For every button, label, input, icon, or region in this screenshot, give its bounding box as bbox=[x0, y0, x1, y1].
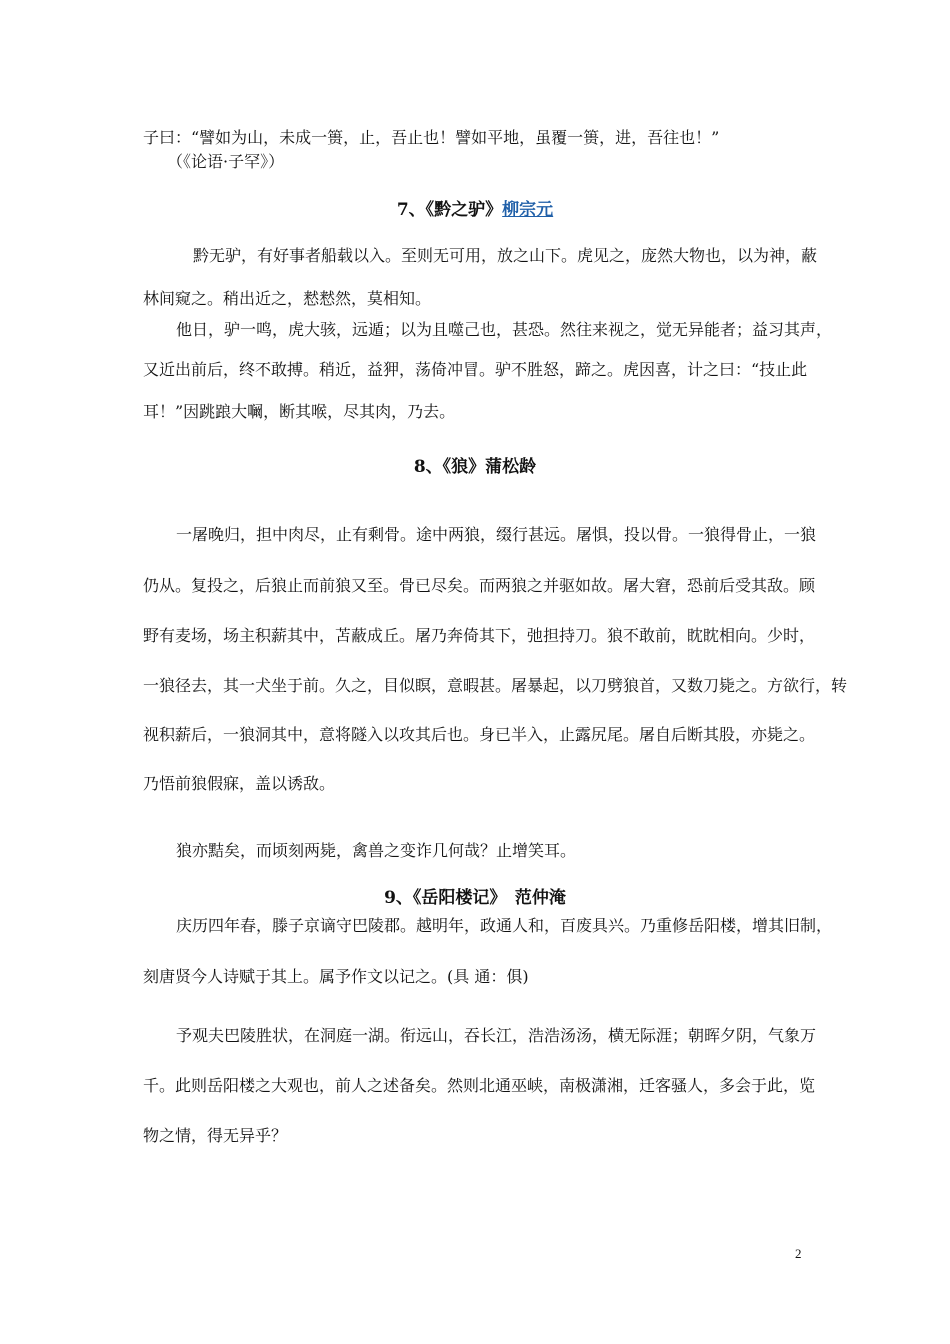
paragraph-line: 耳！”因跳踉大㘎，断其喉，尽其肉，乃去。 bbox=[143, 402, 456, 421]
paragraph-line: 刻唐贤今人诗赋于其上。属予作文以记之。(具 通：俱) bbox=[143, 967, 529, 986]
paragraph-line: 庆历四年春，滕子京谪守巴陵郡。越明年，政通人和，百废具兴。乃重修岳阳楼，增其旧制， bbox=[176, 916, 833, 935]
paragraph-line: 狼亦黠矣，而顷刻两毙，禽兽之变诈几何哉？止增笑耳。 bbox=[176, 841, 577, 860]
section-7-title: 7、《黔之驴》 bbox=[396, 200, 503, 220]
paragraph-line: 黔无驴，有好事者船载以入。至则无可用，放之山下。虎见之，庞然大物也，以为神，蔽 bbox=[193, 246, 818, 265]
paragraph-line: 又近出前后，终不敢搏。稍近，益狎，荡倚冲冒。驴不胜怒，蹄之。虎因喜，计之曰：“技止此 bbox=[143, 360, 808, 379]
analects-source: （《论语·子罕》） bbox=[167, 152, 285, 171]
analects-quote: 子曰：“譬如为山，未成一篑，止，吾止也！譬如平地，虽覆一篑，进，吾往也！” bbox=[143, 128, 720, 147]
paragraph-line: 视积薪后，一狼洞其中，意将隧入以攻其后也。身已半入，止露尻尾。屠自后断其股，亦毙之。 bbox=[143, 725, 816, 744]
paragraph-line: 物之情，得无异乎？ bbox=[143, 1126, 288, 1145]
paragraph-line: 一屠晚归，担中肉尽，止有剩骨。途中两狼，缀行甚远。屠惧，投以骨。一狼得骨止，一狼 bbox=[176, 525, 817, 544]
author-link-liu-zongyuan[interactable]: 柳宗元 bbox=[502, 200, 554, 220]
paragraph-line: 林间窥之。稍出近之，慭慭然，莫相知。 bbox=[143, 289, 432, 308]
page-number: 2 bbox=[795, 1246, 802, 1261]
paragraph-line: 千。此则岳阳楼之大观也，前人之述备矣。然则北通巫峡，南极潇湘，迁客骚人，多会于此，览 bbox=[143, 1076, 816, 1095]
paragraph-line: 野有麦场，场主积薪其中，苫蔽成丘。屠乃奔倚其下，弛担持刀。狼不敢前，眈眈相向。少时， bbox=[143, 626, 816, 645]
section-9-heading: 9、《岳阳楼记》 范仲淹 bbox=[384, 888, 566, 908]
paragraph-line: 予观夫巴陵胜状，在洞庭一湖。衔远山，吞长江，浩浩汤汤，横无际涯；朝晖夕阴，气象万 bbox=[176, 1026, 817, 1045]
section-8-heading: 8、《狼》蒲松龄 bbox=[413, 457, 537, 477]
section-7-heading bbox=[0, 199, 950, 221]
paragraph-line: 他日，驴一鸣，虎大骇，远遁；以为且噬己也，甚恐。然往来视之，觉无异能者；益习其声， bbox=[176, 320, 833, 339]
paragraph-line: 一狼径去，其一犬坐于前。久之，目似瞑，意暇甚。屠暴起，以刀劈狼首，又数刀毙之。方欲行，转 bbox=[143, 676, 848, 695]
paragraph-line: 仍从。复投之，后狼止而前狼又至。骨已尽矣。而两狼之并驱如故。屠大窘，恐前后受其敌。顾 bbox=[143, 576, 816, 595]
paragraph-line: 乃悟前狼假寐，盖以诱敌。 bbox=[143, 774, 336, 793]
